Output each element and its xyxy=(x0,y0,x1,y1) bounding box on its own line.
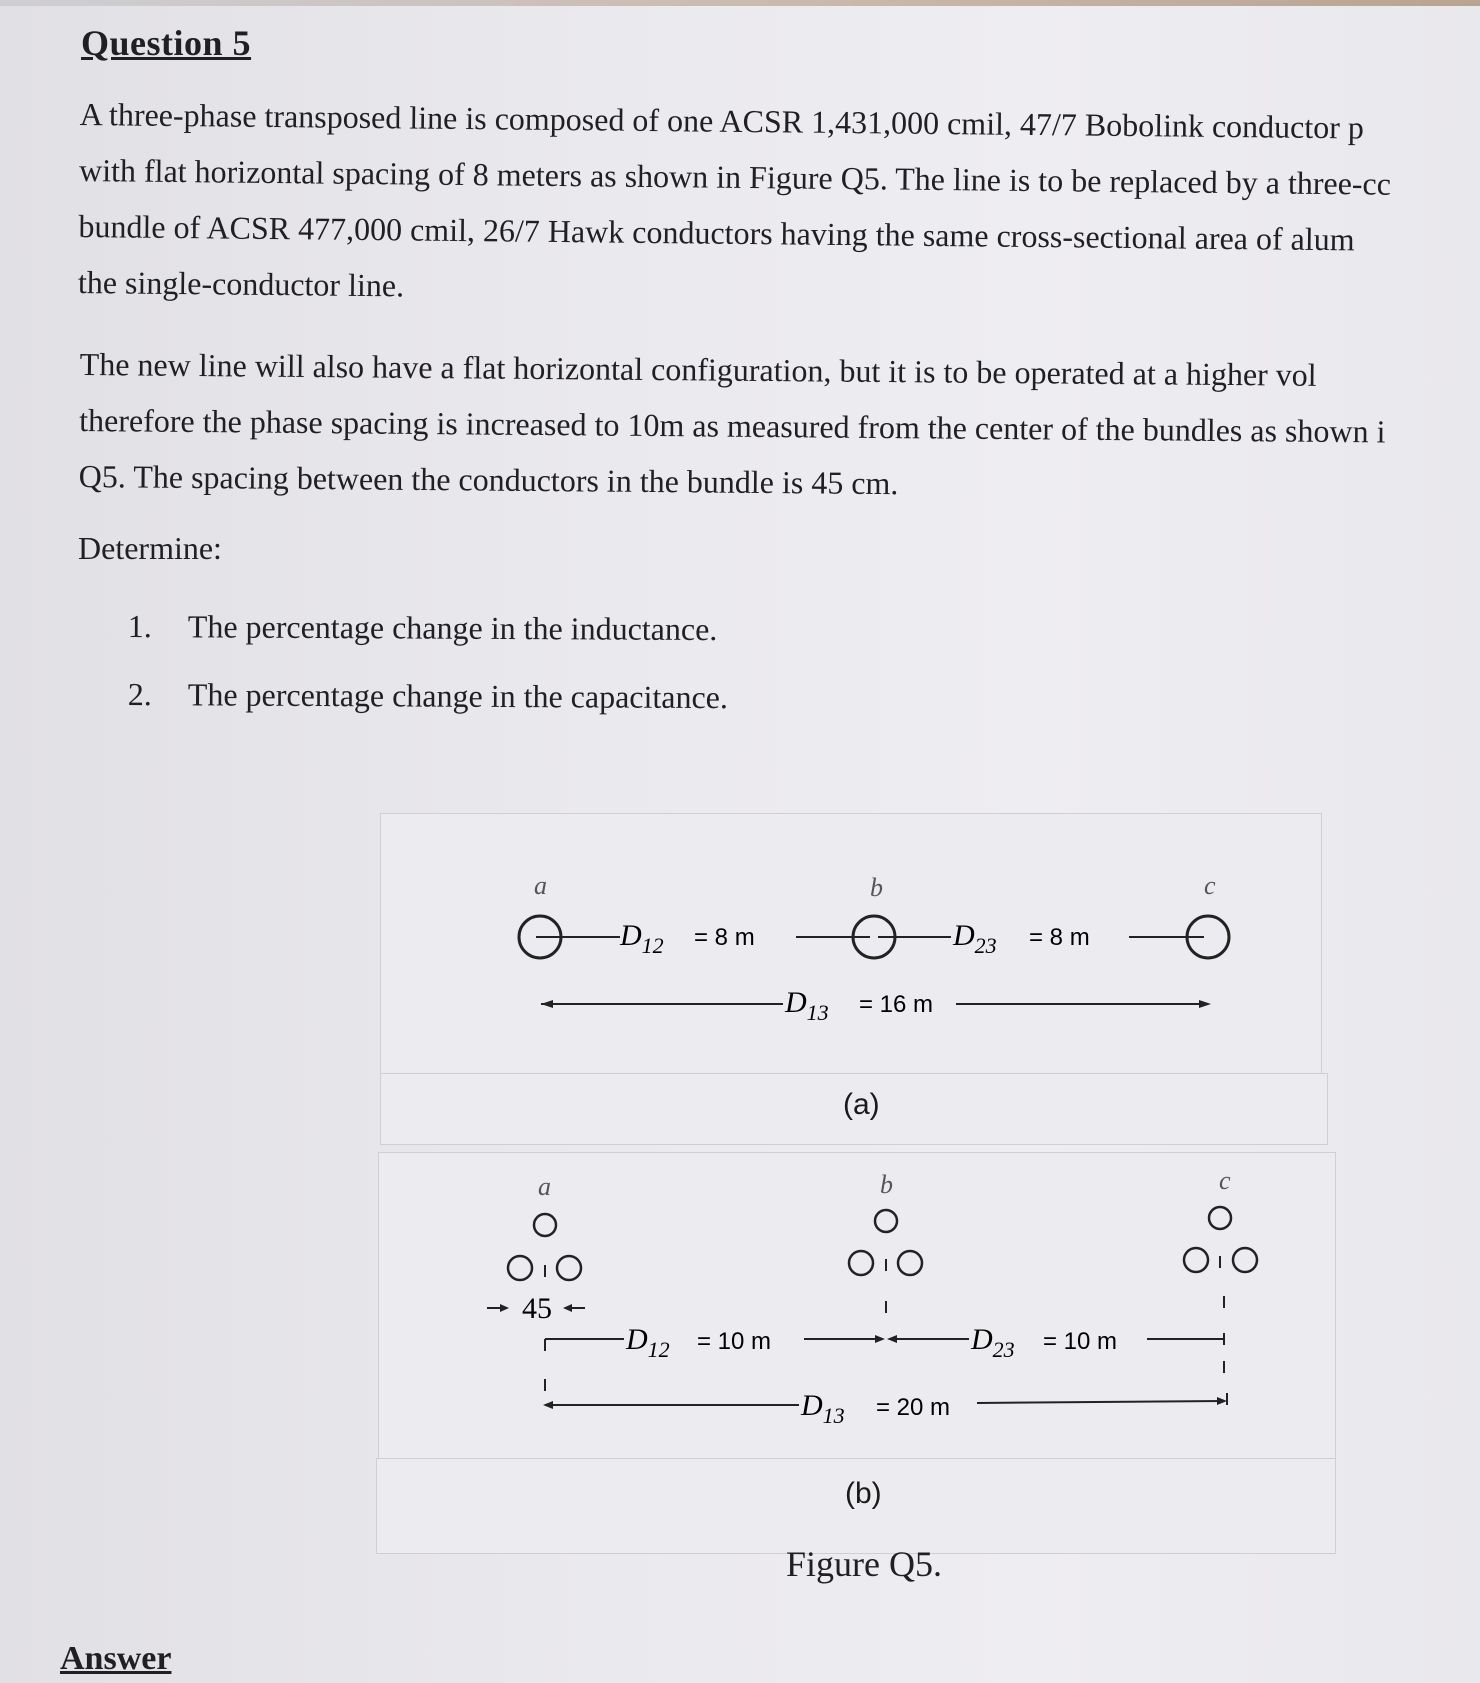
d23-value: = 10 m xyxy=(1043,1328,1118,1355)
d12-symbol: $D_{12}$ xyxy=(620,919,664,958)
paragraph-2-line: therefore the phase spacing is increased to 10m as measured from the center of the bundles as shown i xyxy=(79,401,1386,450)
d12-value: = 8 m xyxy=(694,924,755,951)
answer-label: Answer xyxy=(60,1640,172,1677)
d13-arrow-right xyxy=(1199,1000,1211,1008)
bundle-a-left-conductor xyxy=(508,1256,532,1280)
list-item-number: 2. xyxy=(127,675,152,713)
paragraph-1-line: the single-conductor line. xyxy=(77,263,405,304)
bundle-a-top-conductor xyxy=(534,1214,556,1236)
figure-a-diagram xyxy=(381,814,1321,1074)
d13-arrowhead-right xyxy=(1217,1397,1227,1405)
phase-label-c: c xyxy=(1204,871,1216,900)
figure-b-caption: (b) xyxy=(845,1477,882,1510)
list-item-text: The percentage change in the capacitance. xyxy=(187,676,729,716)
d23-symbol: $D_{23}$ xyxy=(953,919,997,958)
bundle-a-right-conductor xyxy=(557,1256,581,1280)
d13-value: = 20 m xyxy=(876,1394,951,1421)
paragraph-1-line: A three-phase transposed line is composed of one ACSR 1,431,000 cmil, 47/7 Bobolink conductor p xyxy=(79,95,1365,146)
d23-arrowhead-left xyxy=(887,1335,897,1343)
d12-value: = 10 m xyxy=(697,1328,772,1355)
bundle-b-right-conductor xyxy=(898,1251,922,1275)
paragraph-2-line: Q5. The spacing between the conductors in the bundle is 45 cm. xyxy=(78,457,899,502)
figure-a-caption-panel xyxy=(380,1073,1328,1145)
d12-symbol: $D_{12}$ xyxy=(626,1323,670,1362)
phase-label-b: b xyxy=(870,873,883,902)
d13-value: = 16 m xyxy=(859,991,934,1018)
paragraph-2-line: The new line will also have a flat horizontal configuration, but it is to be operated at a higher vol xyxy=(79,345,1317,393)
bundle-c-top-conductor xyxy=(1209,1207,1231,1229)
d12-arrowhead xyxy=(875,1335,885,1343)
d13-symbol: $D_{13}$ xyxy=(785,986,829,1025)
figure-b-diagram xyxy=(379,1153,1335,1459)
question-title: Question 5 xyxy=(81,23,252,63)
figure-a-caption: (a) xyxy=(843,1088,880,1121)
bundle-c-left-conductor xyxy=(1184,1248,1208,1272)
task-list xyxy=(128,596,728,732)
bundle-spacing-arrowhead-right xyxy=(563,1304,572,1312)
bundle-spacing-value: 45 xyxy=(522,1292,552,1325)
figure-b-caption-panel xyxy=(376,1458,1336,1554)
determine-heading: Determine: xyxy=(78,530,222,566)
bundle-label-b: b xyxy=(880,1170,893,1199)
paragraph-1 xyxy=(78,86,1392,324)
figure-a-panel xyxy=(380,813,1322,1075)
paragraph-1-line: bundle of ACSR 477,000 cmil, 26/7 Hawk conductors having the same cross-sectional area of alum xyxy=(78,207,1355,258)
bundle-b-left-conductor xyxy=(849,1251,873,1275)
paragraph-1-line: with flat horizontal spacing of 8 meters as shown in Figure Q5. The line is to be replaced by a three-cc xyxy=(78,151,1392,202)
bundle-spacing-arrowhead-left xyxy=(500,1304,509,1312)
bundle-b-top-conductor xyxy=(875,1210,897,1232)
list-item xyxy=(128,664,728,735)
d13-arrowhead-left xyxy=(543,1401,553,1409)
figure-caption: Figure Q5. xyxy=(786,1544,942,1584)
list-item xyxy=(128,596,728,667)
top-edge xyxy=(0,0,1480,6)
d23-symbol: $D_{23}$ xyxy=(971,1323,1015,1362)
list-item-text: The percentage change in the inductance. xyxy=(187,608,718,648)
paragraph-2 xyxy=(79,336,1387,515)
d13-arrow-left xyxy=(541,1000,553,1008)
phase-label-a: a xyxy=(534,871,547,900)
d13-line-right xyxy=(977,1401,1224,1403)
figure-b-panel xyxy=(378,1152,1336,1460)
bundle-label-a: a xyxy=(538,1172,551,1201)
d23-value: = 8 m xyxy=(1029,924,1090,951)
bundle-label-c: c xyxy=(1219,1166,1231,1195)
bundle-c-right-conductor xyxy=(1233,1248,1257,1272)
d13-symbol: $D_{13}$ xyxy=(801,1389,845,1428)
list-item-number: 1. xyxy=(127,607,152,645)
